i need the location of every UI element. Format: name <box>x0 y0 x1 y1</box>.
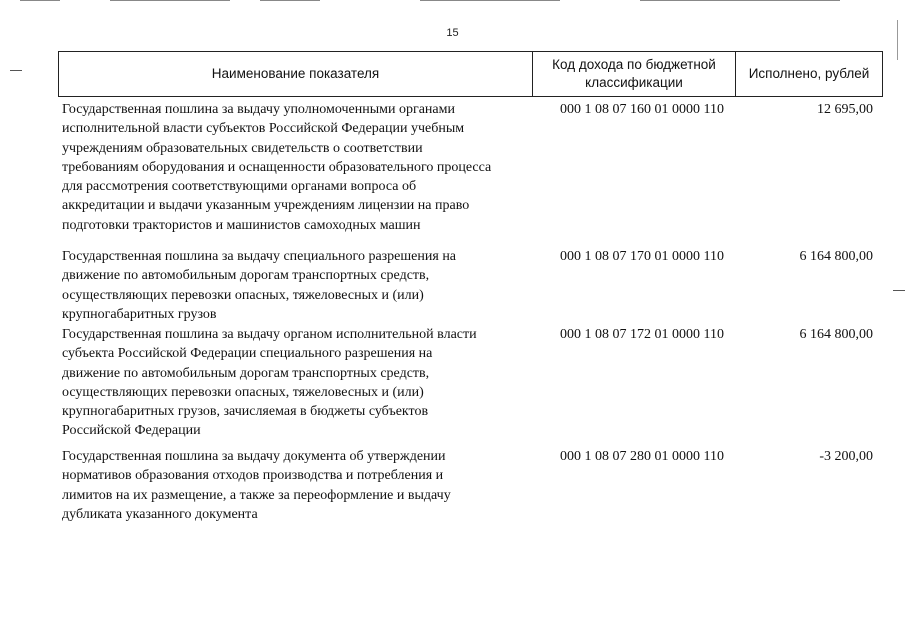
row-code: 000 1 08 07 160 01 0000 110 <box>560 102 724 117</box>
scan-top-edge <box>0 0 905 3</box>
header-name: Наименование показателя <box>59 52 533 96</box>
table-header <box>58 51 883 97</box>
row-name: Государственная пошлина за выдачу органом исполнительной власти субъекта Российской Федерации специального разрешения на движение по автомобильным дорогам транспортных средств, осуществляющих перевозки опасных, тяжеловесных и (или) крупногабаритных грузов, зачисляемая в бюджеты субъектов Российской Федерации <box>62 327 477 439</box>
row-amount: 6 164 800,00 <box>799 249 873 264</box>
row-name: Государственная пошлина за выдачу уполномоченными органами исполнительной власти субъектов Российской Федерации учебным учреждениям образовательных свидетельств о соответствии требованиям оборудования и оснащенности образовательного процесса для рассмотрения соответствующими органами вопроса об аккредитации и выдачи указанным учреждениям лицензии на право подготовки трактористов и машинистов самоходных машин <box>62 102 492 233</box>
row-amount: -3 200,00 <box>819 449 873 464</box>
scan-margin-mark <box>10 70 22 71</box>
row-code: 000 1 08 07 280 01 0000 110 <box>560 449 724 464</box>
row-name: Государственная пошлина за выдачу документа об утверждении нормативов образования отходов производства и потребления и лимитов на их размещение, а также за переоформление и выдачу дубликата указанного документа <box>62 449 451 522</box>
scan-margin-mark <box>893 290 905 291</box>
row-code: 000 1 08 07 170 01 0000 110 <box>560 249 724 264</box>
scan-edge-line <box>897 20 898 60</box>
row-amount: 12 695,00 <box>817 102 873 117</box>
header-code: Код дохода по бюджетной классификации <box>533 52 736 96</box>
header-amount: Исполнено, рублей <box>748 66 870 81</box>
row-name: Государственная пошлина за выдачу специального разрешения на движение по автомобильным дорогам транспортных средств, осуществляющих перевозки опасных, тяжеловесных и (или) крупногабаритных грузов <box>62 249 457 322</box>
row-code: 000 1 08 07 172 01 0000 110 <box>560 327 724 342</box>
row-amount: 6 164 800,00 <box>799 327 873 342</box>
page-number: 15 <box>446 27 459 39</box>
